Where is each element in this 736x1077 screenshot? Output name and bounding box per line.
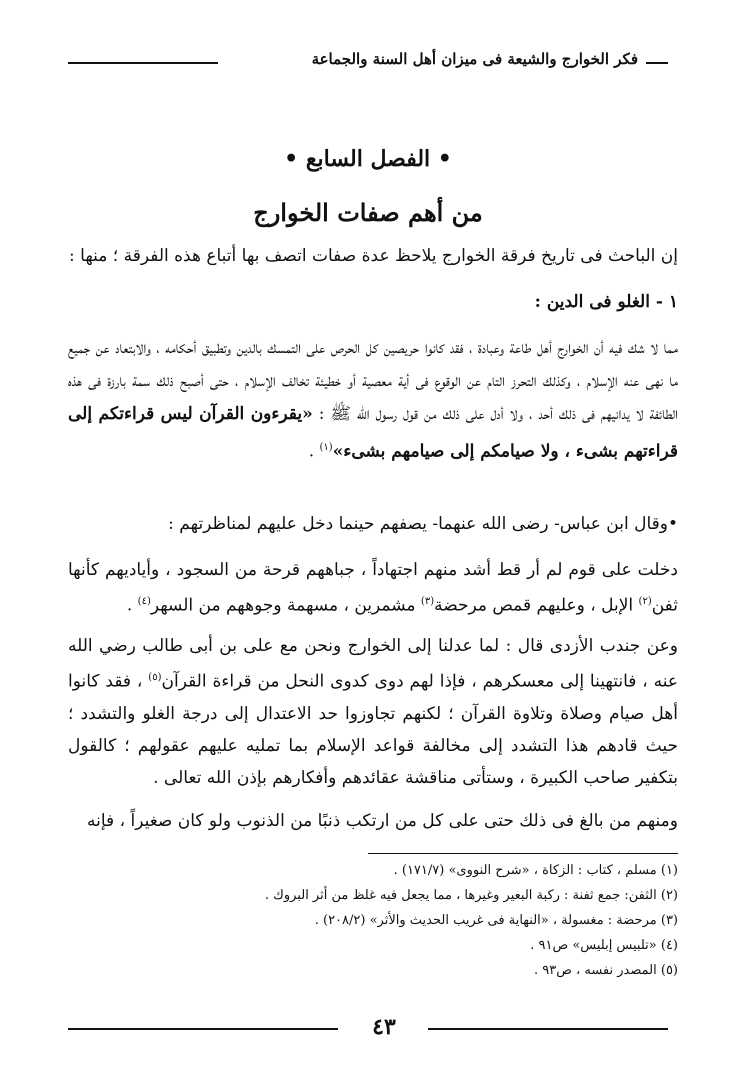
- page-footer: [68, 1014, 668, 1040]
- footnote-ref-5: (٥): [148, 672, 162, 683]
- section-heading: ١ - الغلو فى الدين :: [534, 292, 678, 312]
- footnote-separator: [368, 853, 678, 854]
- paragraph-4-part-2: ، فقد كانوا أهل صيام وصلاة وتلاوة القرآن ؛ لكنهم تجاوزوا حد الاعتدال إلى درجة الغلو والتشدد ؛ حيث قادهم هذا التشدد إلى مخالفة قواعد الإسلام بما تمليه عليهم عقولهم ؛ كالقول بتكفير صاحب الكبيرة ، وستأتى مناقشة عقائدهم وأفكارهم بإذن الله تعالى .: [68, 671, 678, 788]
- header-rule-left: [68, 62, 218, 64]
- footnote-4: (٤) «تلبيس إبليس» ص٩١ .: [530, 938, 678, 953]
- paragraph-1: [68, 332, 678, 469]
- footnote-ref-1: (١): [319, 442, 333, 453]
- footnote-3: (٣) مرحضة : مغسولة ، «النهاية فى غريب الحديث والأثر» (٢٠٨/٢) .: [314, 913, 678, 928]
- paragraph-5: ومنهم من بالغ فى ذلك حتى على كل من ارتكب ذنبًا من الذنوب ولو كان صغيراً ، فإنه: [87, 811, 678, 831]
- paragraph-4: [68, 630, 678, 794]
- footer-rule-right: [428, 1028, 668, 1030]
- paragraph-3-part-2: الإبل ، وعليهم قمص مرحضة: [434, 595, 639, 616]
- footnote-ref-4: (٤): [137, 596, 151, 607]
- paragraph-3: [68, 554, 678, 622]
- chapter-title: • الفصل السابع •: [284, 146, 452, 172]
- footnote-ref-2: (٢): [638, 596, 652, 607]
- paragraph-4-part-1: وعن جندب الأزدى قال : لما عدلنا إلى الخوارج ونحن مع على بن أبى طالب رضي الله عنه ، فانتهينا إلى معسكرهم ، فإذا لهم دوى كدوى النحل من قراءة القرآن: [68, 636, 679, 692]
- footnote-2: (٢) الثفن: جمع ثفنة : ركبة البعير وغيرها ، مما يجعل فيه غلظ من أثر البروك .: [264, 888, 678, 903]
- hadith-quote: «يقرءون القرآن ليس قراءتكم إلى قراءتهم بشىء ، ولا صيامكم إلى صيامهم بشىء»: [68, 404, 678, 462]
- running-title: فكر الخوارج والشيعة فى ميزان أهل السنة والجماعة: [311, 50, 638, 68]
- running-header: [68, 50, 668, 72]
- footer-rule-left: [68, 1028, 338, 1030]
- paragraph-3-part-1: دخلت على قوم لم أر قط أشد منهم اجتهاداً ، جباههم قرحة من السجود ، وأياديهم كأنها ثفن: [68, 560, 678, 616]
- paragraph-3-part-3: مشمرين ، مسهمة وجوههم من السهر: [150, 595, 421, 616]
- chapter-subtitle: من أهم صفات الخوارج: [253, 198, 483, 227]
- footnote-ref-3: (٣): [420, 596, 435, 607]
- page-number: ٤٣: [372, 1014, 396, 1040]
- paragraph-2: •وقال ابن عباس- رضى الله عنهما- يصفهم حينما دخل عليهم لمناظرتهم :: [168, 514, 678, 534]
- footnote-5: (٥) المصدر نفسه ، ص٩٣ .: [533, 963, 678, 978]
- intro-paragraph: إن الباحث فى تاريخ فرقة الخوارج يلاحظ عدة صفات اتصف بها أتباع هذه الفرقة ؛ منها :: [69, 246, 678, 266]
- paragraph-3-part-4: .: [126, 595, 138, 616]
- footnotes: [68, 858, 678, 983]
- footnote-1: (١) مسلم ، كتاب : الزكاة ، «شرح النووى» (١٧١/٧) .: [393, 863, 678, 878]
- paragraph-1-end: .: [308, 441, 320, 462]
- header-rule-right: [646, 62, 668, 64]
- paragraph-1-text: مما لا شك فيه أن الخوارج أهل طاعة وعبادة ، فقد كانوا حريصين كل الحرص على التمسك بالدين وتطبيق أحكامه ، والابتعاد عن جميع ما نهى عنه الإسلام ، وكذلك التحرز التام عن الوقوع فى أية معصية أو خطيئة تخالف الإسلام ، حتى أصبح ذلك سمة بارزة فى هذه الطائفة لا يدانيهم فى ذلك أحد ، ولا أدل على ذلك من قول رسول الله ﷺ :: [68, 338, 679, 424]
